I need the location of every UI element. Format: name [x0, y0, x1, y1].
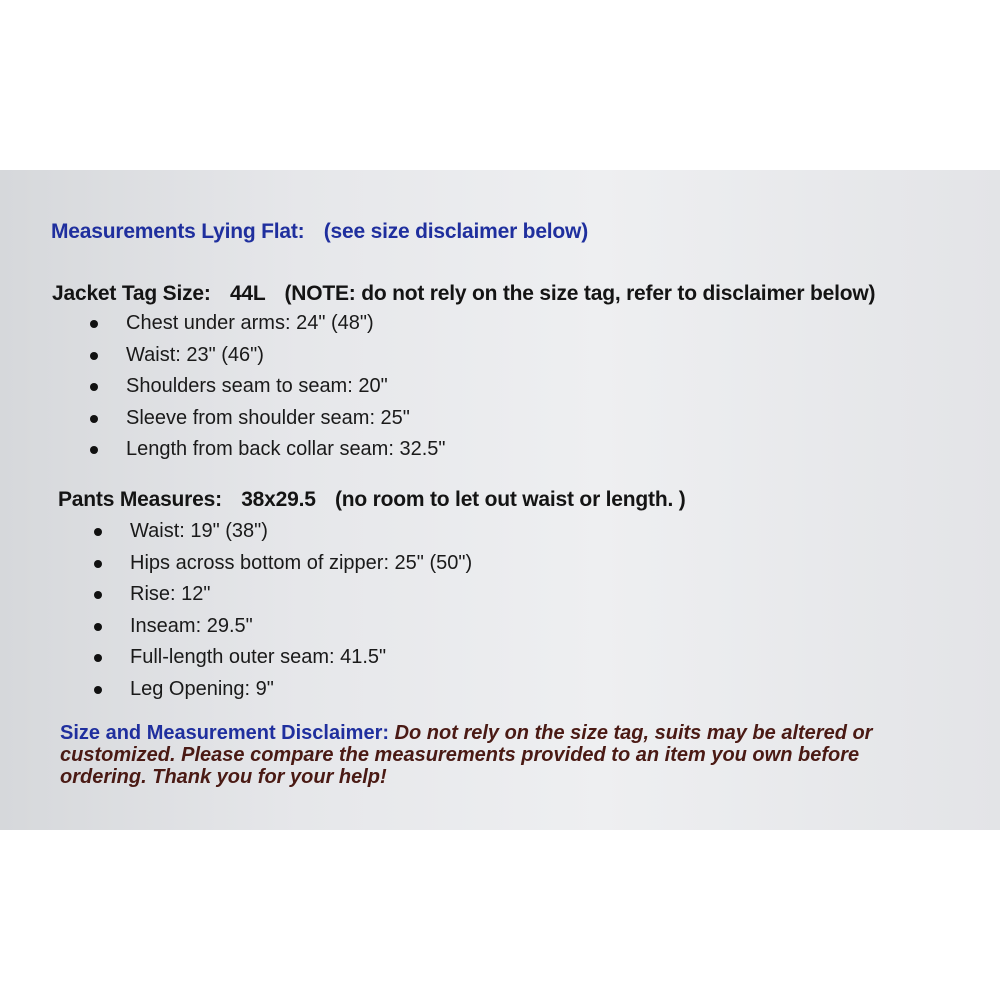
- bullet-icon: [94, 654, 102, 662]
- bullet-icon: [94, 591, 102, 599]
- jacket-note: (NOTE: do not rely on the size tag, refer to disclaimer below): [284, 282, 876, 305]
- bullet-icon: [90, 415, 98, 423]
- measurements-heading: [51, 220, 588, 244]
- bullet-icon: [90, 352, 98, 360]
- pants-label: Pants Measures:: [58, 488, 222, 511]
- pants-note: (no room to let out waist or length. ): [334, 488, 686, 511]
- listing-photo: [0, 170, 1000, 830]
- bullet-icon: [90, 383, 98, 391]
- measurements-document: Measurements Lying Flat: (see size disclaimer below) Jacket Tag Size: 44L (NOTE: do not rely on the size tag, refer to disclaimer below) Chest under arms: 24" (48") Waist: 23" (46") Shoulders seam to seam: 20" Sleeve from shoulder seam: 25" Length from back collar seam: 32.5" Pants Measures: 38x29.5 (no room to let out waist or length. ) Waist: 19" (38") Hips across bottom of zipper: 25" (50") Rise: 12" Inseam: 29.5" Full-length outer seam: 41.5" Leg Opening: 9" Size and Measurement Disclaimer: Do not rely on the size tag, suits may be altered or customized. Please compare the measurements provided to an item you own before ordering. Thank you for your help!: [0, 170, 1000, 830]
- pants-size: 38x29.5: [241, 488, 316, 511]
- bullet-icon: [94, 528, 102, 536]
- bullet-icon: [90, 446, 98, 454]
- measurements-note: (see size disclaimer below): [323, 220, 588, 243]
- jacket-heading: [52, 282, 875, 306]
- jacket-size: 44L: [229, 282, 266, 305]
- size-disclaimer: [60, 722, 940, 788]
- disclaimer-label: Size and Measurement Disclaimer:: [60, 722, 390, 744]
- jacket-label: Jacket Tag Size:: [52, 282, 211, 305]
- measurements-title: Measurements Lying Flat:: [51, 220, 305, 243]
- bullet-icon: [90, 320, 98, 328]
- bullet-icon: [94, 560, 102, 568]
- bullet-icon: [94, 686, 102, 694]
- pants-heading: [58, 488, 686, 512]
- disclaimer-text: Do not rely on the size tag, suits may be altered or customized. Please compare the measurements provided to an item you own before ordering. Thank you for your help!: [60, 722, 873, 788]
- bullet-icon: [94, 623, 102, 631]
